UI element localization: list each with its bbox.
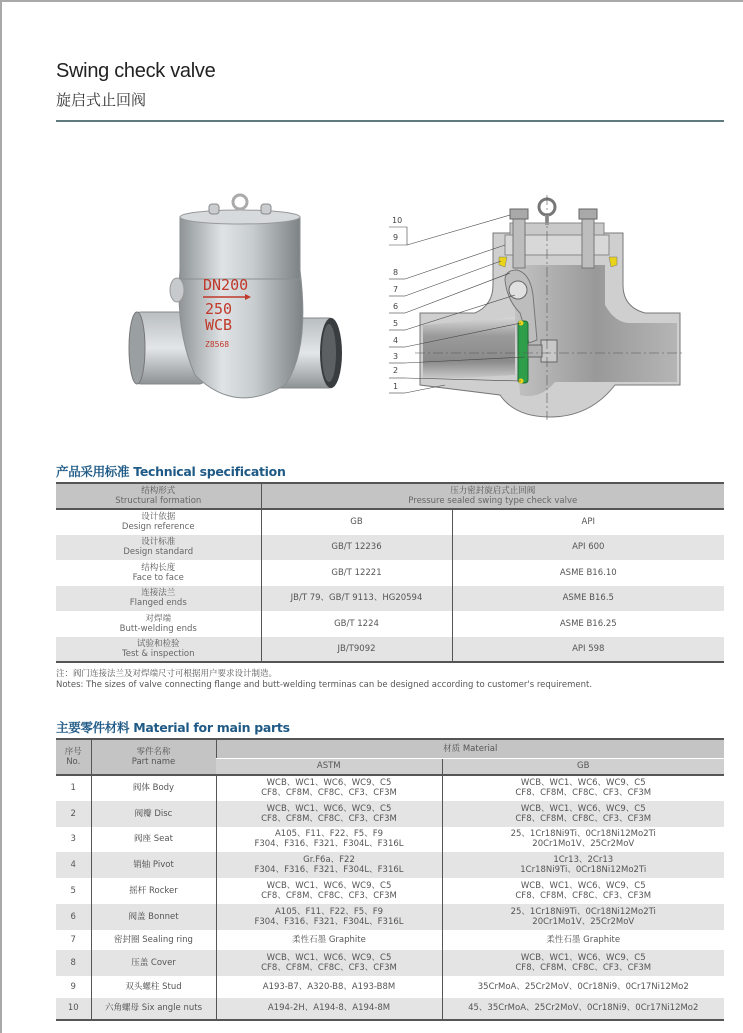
materials-table: [56, 738, 724, 1021]
marking-serial: Z8568: [205, 340, 230, 349]
callout-10: 10: [392, 216, 403, 225]
title-divider: [56, 120, 724, 122]
material-row: 8 压盖 Cover WCB、WC1、WC6、WC9、C5 CF8、CF8M、CF8C、CF3、CF3M WCB、WC1、WC6、WC9、C5 CF8、CF8M、CF8C、CF3、CF3M: [56, 950, 724, 976]
spec-row: 结构长度 Face to face GB/T 12221 ASME B16.10: [56, 560, 724, 586]
spec-note-en: Notes: The sizes of valve connecting flange and butt-welding terminas can be designed according to customer's requirement.: [56, 680, 593, 690]
material-row: 6 阀盖 Bonnet A105、F11、F22、F5、F9 F304、F316、F321、F304L、F316L 25、1Cr18Ni9Ti、0Cr18Ni12Mo2Ti 20Cr1Mo1V、25Cr2MoV: [56, 904, 724, 930]
marking-material: WCB: [205, 316, 233, 334]
spec-header-label: 结构形式 Structural formation: [115, 486, 202, 506]
spec-row: 对焊端 Butt-welding ends GB/T 1224 ASME B16.25: [56, 611, 724, 637]
page-title: Swing check valve: [56, 60, 216, 82]
valve-photo: [125, 190, 350, 415]
spec-row: 设计依据 Design reference GB API: [56, 509, 724, 535]
callout-5: 5: [393, 319, 399, 328]
material-row: 5 摇杆 Rocker WCB、WC1、WC6、WC9、C5 CF8、CF8M、CF8C、CF3、CF3M WCB、WC1、WC6、WC9、C5 CF8、CF8M、CF8C、CF3、CF3M: [56, 878, 724, 904]
col-no: 序号 No.: [64, 747, 82, 767]
spec-row: 试验和检验 Test & inspection JB/T9092 API 598: [56, 637, 724, 663]
marking-pressure: 250: [205, 300, 233, 318]
page-subtitle: 旋启式止回阀: [56, 91, 147, 109]
callout-8: 8: [393, 268, 399, 277]
col-material: 材质 Material: [216, 739, 724, 758]
col-part: 零件名称 Part name: [91, 739, 216, 775]
spec-header-value: 压力密封旋启式止回阀 Pressure sealed swing type check valve: [261, 483, 724, 509]
material-row: 9 双头螺柱 Stud A193-B7、A320-B8、A193-B8M 35CrMoA、25Cr2MoV、0Cr18Ni9、0Cr17Ni12Mo2: [56, 976, 724, 998]
materials-title: 主要零件材料 Material for main parts: [56, 720, 290, 735]
technical-spec-table: [56, 482, 724, 663]
materials-header-row: [56, 739, 724, 758]
callout-4: 4: [393, 336, 399, 345]
callout-9: 9: [393, 233, 399, 242]
col-astm: ASTM: [316, 761, 341, 772]
material-row: 1 阀体 Body WCB、WC1、WC6、WC9、C5 CF8、CF8M、CF8C、CF3、CF3M WCB、WC1、WC6、WC9、C5 CF8、CF8M、CF8C、CF3、CF3M: [56, 775, 724, 801]
col-gb: GB: [442, 758, 724, 775]
valve-section-diagram: [375, 195, 735, 420]
material-row: 3 阀座 Seat A105、F11、F22、F5、F9 F304、F316、F321、F304L、F316L 25、1Cr18Ni9Ti、0Cr18Ni12Mo2Ti 20Cr1Mo1V、25Cr2MoV: [56, 827, 724, 853]
material-row: 10 六角螺母 Six angle nuts A194-2H、A194-8、A194-8M 45、35CrMoA、25Cr2MoV、0Cr18Ni9、0Cr17Ni12Mo2: [56, 998, 724, 1020]
spec-row: 设计标准 Design standard GB/T 12236 API 600: [56, 535, 724, 561]
marking-dn: DN200: [203, 276, 249, 294]
spec-header-row: [56, 483, 724, 509]
spec-note-cn: 注：阀门连接法兰及对焊端尺寸可根据用户要求设计制造。: [56, 669, 278, 679]
material-row: 7 密封圈 Sealing ring 柔性石墨 Graphite 柔性石墨 Graphite: [56, 930, 724, 950]
spec-row: 连接法兰 Flanged ends JB/T 79、GB/T 9113、HG20594 ASME B16.5: [56, 586, 724, 612]
callout-3: 3: [393, 352, 399, 361]
callout-6: 6: [393, 302, 399, 311]
technical-spec-title: 产品采用标准 Technical specification: [56, 464, 286, 479]
callout-1: 1: [393, 382, 399, 391]
callout-7: 7: [393, 285, 399, 294]
callout-2: 2: [393, 366, 399, 375]
material-row: 4 销轴 Pivot Gr.F6a、F22 F304、F316、F321、F304L、F316L 1Cr13、2Cr13 1Cr18Ni9Ti、0Cr18Ni12Mo2Ti: [56, 852, 724, 878]
material-row: 2 阀瓣 Disc WCB、WC1、WC6、WC9、C5 CF8、CF8M、CF8C、CF3、CF3M WCB、WC1、WC6、WC9、C5 CF8、CF8M、CF8C、CF3、CF3M: [56, 801, 724, 827]
